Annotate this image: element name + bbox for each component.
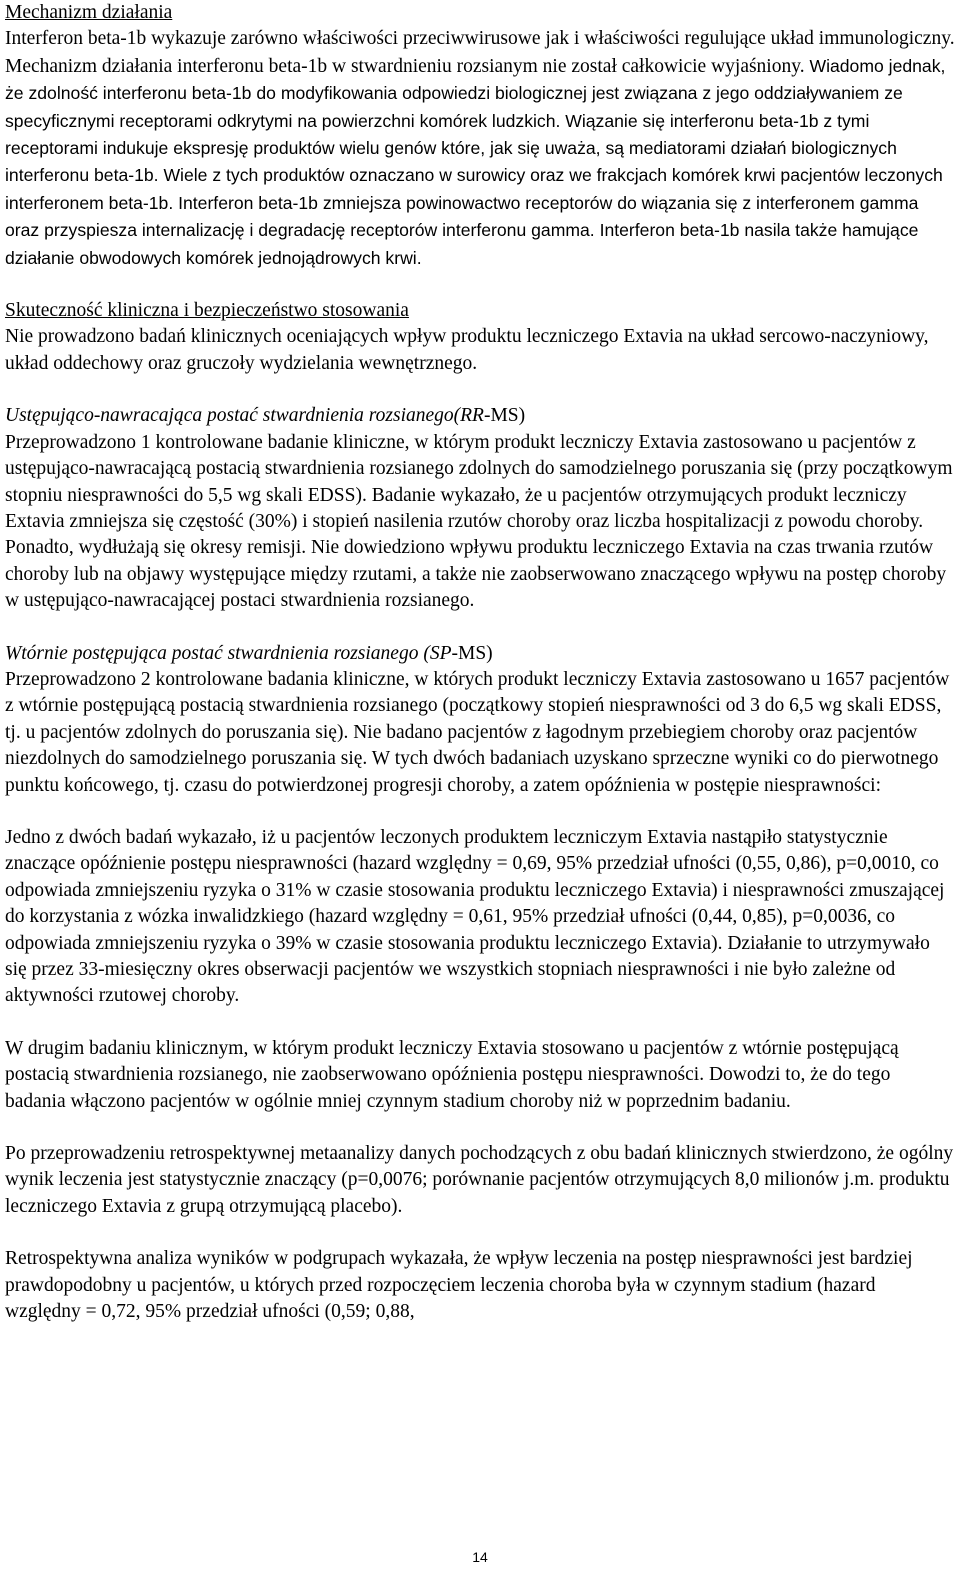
spms-heading-italic: Wtórnie postępująca postać stwardnienia rozsianego (SP (5, 642, 452, 664)
section-heading-spms (5, 641, 955, 667)
mechanism-body-text: Wiadomo jednak, że zdolność interferonu beta-1b do modyfikowania odpowiedzi biologicznej jest związana z jego oddziaływaniem ze specyficznymi receptorami odkrytymi na powierzchni komórek ludzkich. (5, 55, 946, 131)
section-heading-efficacy: Skuteczność kliniczna i bezpieczeństwo stosowania (5, 300, 409, 322)
section-mechanism (5, 0, 955, 272)
paragraph-spms-study2: W drugim badaniu klinicznym, w którym produkt leczniczy Extavia stosowano u pacjentów z wtórnie postępującą postacią stwardnienia rozsianego, nie zaobserwowano opóźnienia postępu niesprawności. Dowodzi to, że do tego badania włączono pacjentów w ogólnie mniej czynnym stadium choroby niż w poprzednim badaniu. (5, 1037, 899, 1112)
paragraph-rrms: Przeprowadzono 1 kontrolowane badanie kliniczne, w którym produkt leczniczy Extavia zastosowano u pacjentów z ustępująco-nawracającą postacią stwardnienia rozsianego zdolnych do samodzielnego poruszania się (przy początkowym stopniu niesprawności do 5,5 wg skali EDSS). Badanie wykazało, że u pacjentów otrzymujących produkt leczniczy Extavia zmniejsza się częstość (30%) i stopień nasilenia rzutów choroby oraz liczba hospitalizacji z powodu choroby. Ponadto, wydłużają się okresy remisji. Nie dowiedziono wpływu produktu leczniczego Extavia na czas trwania rzutów choroby lub na objawy występujące między rzutami, a także nie zaobserwowano znaczącego wpływu na postęp choroby w ustępująco-nawracającej postaci stwardnienia rozsianego. (5, 431, 953, 612)
page-number: 14 (472, 1549, 488, 1565)
paragraph-spms-metaanalysis: Po przeprowadzeniu retrospektywnej metaanalizy danych pochodzących z obu badań klinicznych stwierdzono, że ogólny wynik leczenia jest statystycznie znaczący (p=0,0076; porównanie pacjentów otrzymujących 8,0 milionów j.m. produktu leczniczego Extavia z grupą otrzymującą placebo). (5, 1143, 954, 1217)
paragraph-spms-intro: Przeprowadzono 2 kontrolowane badania kliniczne, w których produkt leczniczy Extavia zastosowano u 1657 pacjentów z wtórnie postępującą postacią stwardnienia rozsianego (początkowy stopień niesprawności od 3 do 6,5 wg skali EDSS, tj. u pacjentów zdolnych do poruszania się). Nie badano pacjentów z łagodnym przebiegiem choroby oraz pacjentów niezdolnych do samodzielnego poruszania się. W tych dwóch badaniach uzyskano sprzeczne wyniki co do pierwotnego punktu końcowego, tj. czasu do potwierdzonej progresji choroby, a zatem opóźnienia w postępie niesprawności: (5, 668, 950, 796)
rrms-heading-italic: Ustępująco-nawracająca postać stwardnienia rozsianego(RR (5, 405, 484, 427)
section-rrms (5, 403, 955, 614)
mechanism-intro-text: Interferon beta-1b wykazuje zarówno właściwości przeciwwirusowe jak i właściwości regulujące układ immunologiczny. Mechanizm działania interferonu beta-1b w stwardnieniu rozsianym nie został całkowicie wyjaśniony. (5, 28, 955, 77)
section-heading-mechanism: Mechanizm działania (5, 2, 173, 23)
paragraph-spms-study1: Jedno z dwóch badań wykazało, iż u pacjentów leczonych produktem leczniczym Extavia nastąpiło statystycznie znaczące opóźnienie postępu niesprawności (hazard względny = 0,69, 95% przedział ufności (0,55, 0,86), p=0,0010, co odpowiada zmniejszeniu ryzyka o 31% w czasie stosowania produktu leczniczego Extavia) i niesprawności zmuszającej do korzystania z wózka inwalidzkiego (hazard względny = 0,61, 95% przedział ufności (0,44, 0,85), p=0,0036, co odpowiada zmniejszeniu ryzyka o 39% w czasie stosowania produktu leczniczego Extavia). Działanie to utrzymywało się przez 33-miesięczny okres obserwacji pacjentów we wszystkich stopniach niesprawności i nie było zależne od aktywności rzutowej choroby. (5, 826, 945, 1007)
document-page (5, 0, 955, 1325)
rrms-heading-suffix: -MS) (483, 405, 526, 427)
mechanism-continuation-text: Wiązanie się interferonu beta-1b z tymi receptorami indukuje ekspresję produktów wielu genów które, jak się uważa, są mediatorami działań biologicznych interferonu beta-1b. Wiele z tych produktów oznaczano w surowicy oraz we frakcjach komórek krwi pacjentów leczonych interferonem beta-1b. Interferon beta-1b zmniejsza powinowactwo receptorów do wiązania się z interferonem gamma oraz przyspiesza internalizację i degradację receptorów interferonu gamma. Interferon beta-1b nasila także hamujące działanie obwodowych komórek jednojądrowych krwi. (5, 110, 943, 268)
paragraph-spms-subgroup: Retrospektywna analiza wyników w podgrupach wykazała, że wpływ leczenia na postęp niesprawności jest bardziej prawdopodobny u pacjentów, u których przed rozpoczęciem leczenia choroba była w czynnym stadium (hazard względny = 0,72, 95% przedział ufności (0,59; 0,88, (5, 1248, 913, 1323)
paragraph-efficacy: Nie prowadzono badań klinicznych oceniających wpływ produktu leczniczego Extavia na układ sercowo-naczyniowy, układ oddechowy oraz gruczoły wydzielania wewnętrznego. (5, 326, 929, 374)
section-spms (5, 641, 955, 1326)
paragraph-mechanism (5, 26, 955, 272)
spms-heading-suffix: -MS) (451, 642, 493, 664)
section-efficacy (5, 298, 955, 377)
section-heading-rrms (5, 403, 955, 429)
